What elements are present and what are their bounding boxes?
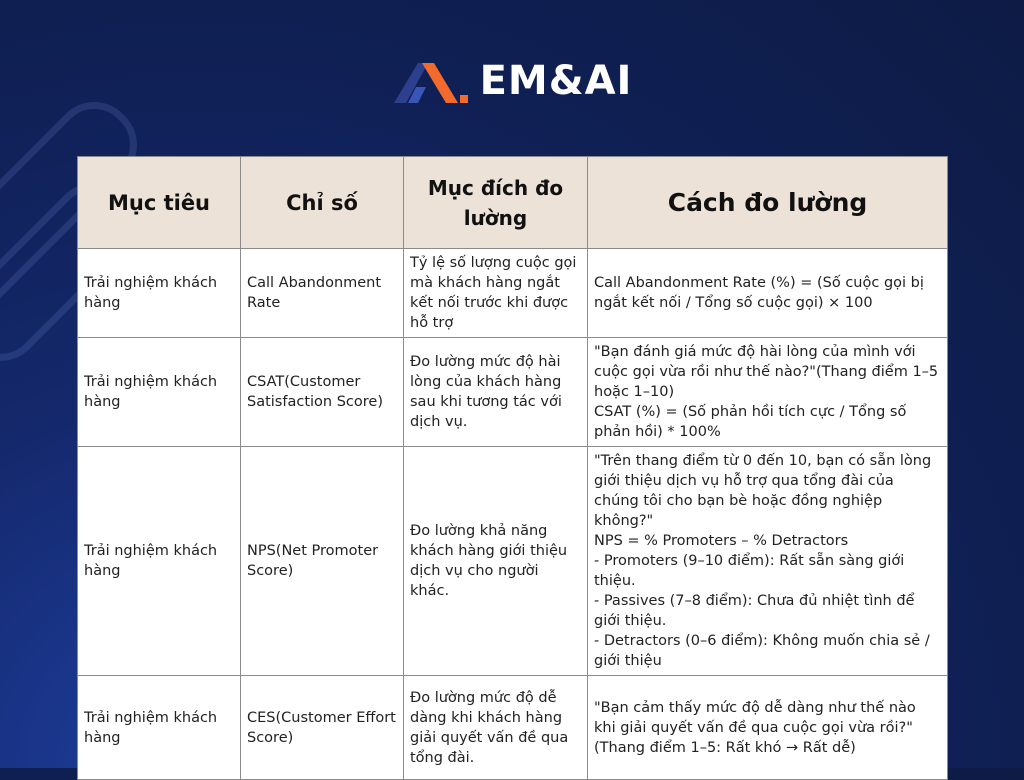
cell-purpose: Tỷ lệ số lượng cuộc gọi mà khách hàng ngắt kết nối trước khi được hỗ trợ	[404, 249, 588, 338]
cell-goal: Trải nghiệm khách hàng	[78, 676, 241, 780]
header-method: Cách đo lường	[588, 157, 948, 249]
cell-method: "Bạn đánh giá mức độ hài lòng của mình với cuộc gọi vừa rồi như thế nào?"(Thang điểm 1–5 hoặc 1–10) CSAT (%) = (Số phản hồi tích cực / Tổng số phản hồi) * 100%	[588, 338, 948, 447]
cell-method: "Trên thang điểm từ 0 đến 10, bạn có sẵn lòng giới thiệu dịch vụ hỗ trợ qua tổng đài của chúng tôi cho bạn bè hoặc đồng nghiệp không?" NPS = % Promoters – % Detractors - Promoters (9–10 điểm): Rất sẵn sàng giới thiệu. - Passives (7–8 điểm): Chưa đủ nhiệt tình để giới thiệu. - Detractors (0–6 điểm): Không muốn chia sẻ / giới thiệu	[588, 447, 948, 676]
header-purpose: Mục đích đo lường	[404, 157, 588, 249]
cell-goal: Trải nghiệm khách hàng	[78, 447, 241, 676]
table-row	[78, 447, 948, 676]
cell-purpose: Đo lường mức độ dễ dàng khi khách hàng giải quyết vấn đề qua tổng đài.	[404, 676, 588, 780]
cell-metric: NPS(Net Promoter Score)	[241, 447, 404, 676]
cell-goal: Trải nghiệm khách hàng	[78, 338, 241, 447]
cell-purpose: Đo lường mức độ hài lòng của khách hàng sau khi tương tác với dịch vụ.	[404, 338, 588, 447]
cell-purpose: Đo lường khả năng khách hàng giới thiệu dịch vụ cho người khác.	[404, 447, 588, 676]
cell-goal: Trải nghiệm khách hàng	[78, 249, 241, 338]
logo-mark-icon	[392, 57, 472, 105]
header-metric: Chỉ số	[241, 157, 404, 249]
header-goal: Mục tiêu	[78, 157, 241, 249]
cell-method: Call Abandonment Rate (%) = (Số cuộc gọi bị ngắt kết nối / Tổng số cuộc gọi) × 100	[588, 249, 948, 338]
cell-metric: CSAT(Customer Satisfaction Score)	[241, 338, 404, 447]
table-header-row	[78, 157, 948, 249]
brand-name: EM&AI	[479, 58, 633, 104]
table-row	[78, 338, 948, 447]
cell-method: "Bạn cảm thấy mức độ dễ dàng như thế nào khi giải quyết vấn đề qua cuộc gọi vừa rồi?"(Thang điểm 1–5: Rất khó → Rất dễ)	[588, 676, 948, 780]
cell-metric: Call Abandonment Rate	[241, 249, 404, 338]
brand-logo	[0, 54, 1024, 108]
cell-metric: CES(Customer Effort Score)	[241, 676, 404, 780]
kpi-table	[77, 156, 948, 780]
table-row	[78, 676, 948, 780]
table-row	[78, 249, 948, 338]
